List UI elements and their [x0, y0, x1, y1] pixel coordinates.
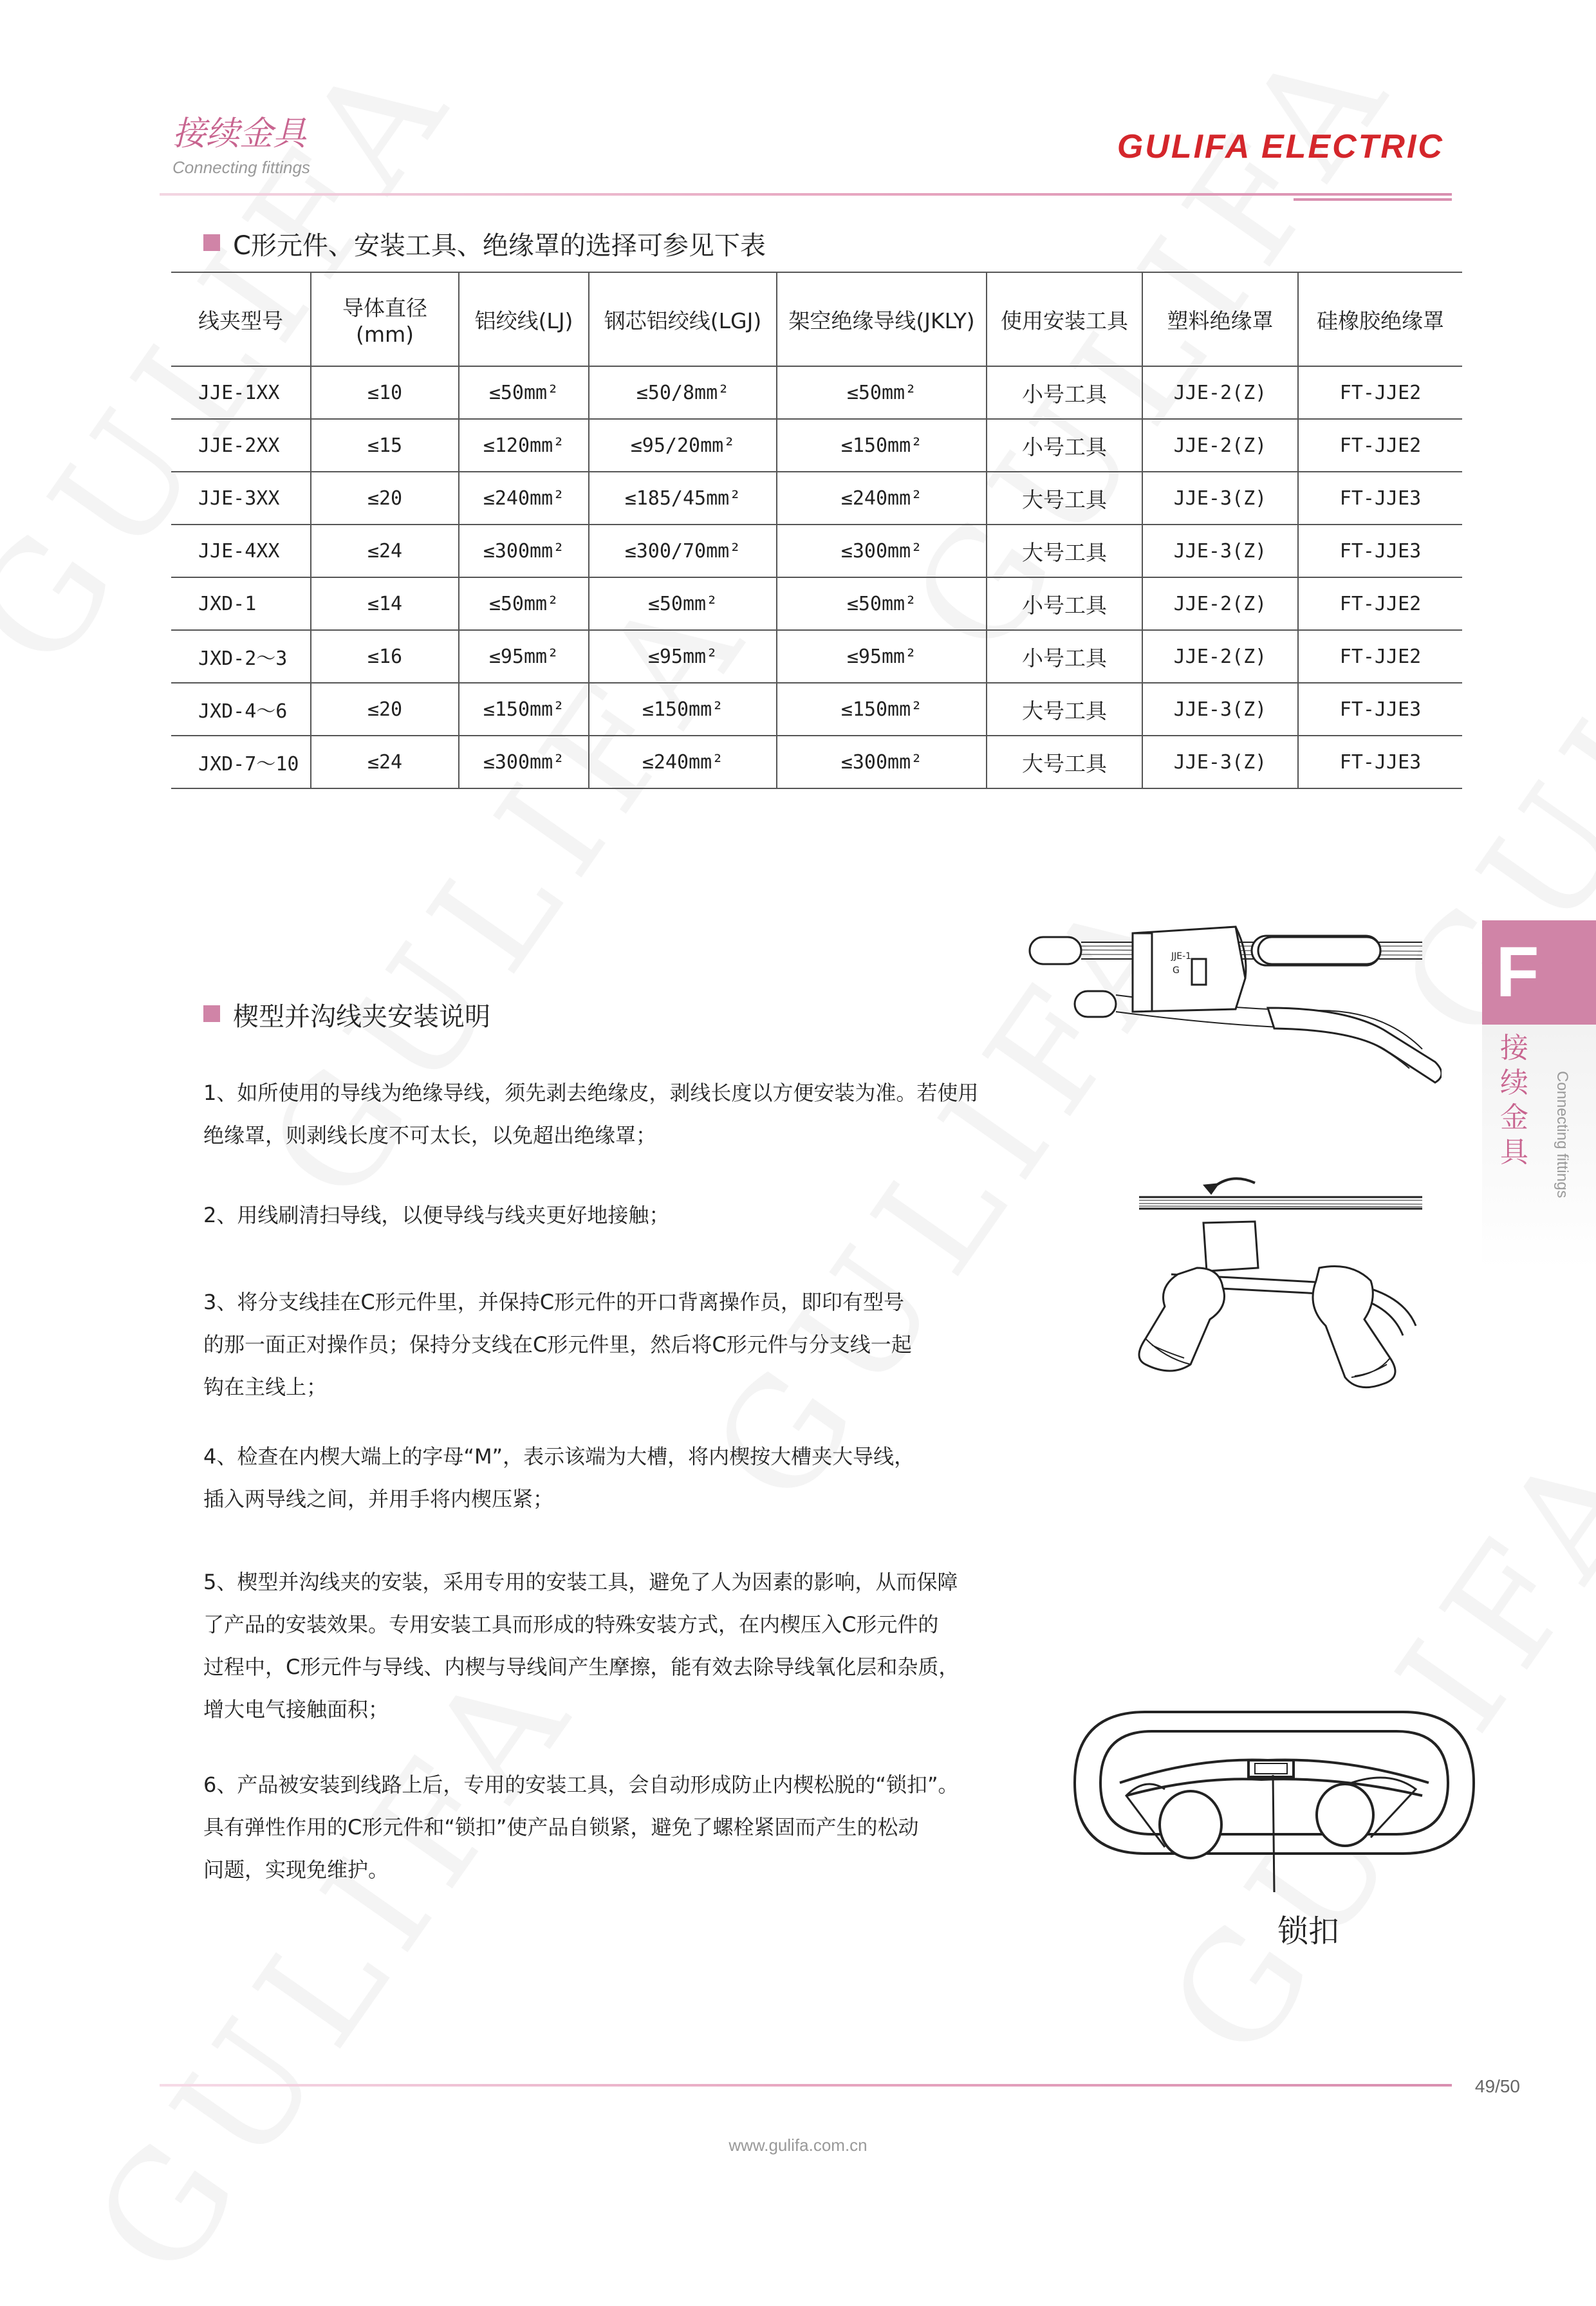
- table-cell: ≤95mm²: [777, 630, 987, 683]
- table-row: [171, 419, 1462, 472]
- section-bullet: [203, 1005, 220, 1022]
- table-header-row: [171, 272, 1462, 366]
- installation-step: [203, 1072, 995, 1157]
- table-cell: ≤95/20mm²: [589, 419, 777, 472]
- step-line: 具有弹性作用的C形元件和“锁扣”使产品自锁紧，避免了螺栓紧固而产生的松动: [203, 1815, 919, 1839]
- table-cell: 小号工具: [987, 577, 1142, 630]
- table-cell: ≤150mm²: [589, 683, 777, 736]
- table-header-cell: 钢芯铝绞线(LGJ): [589, 272, 777, 366]
- step-line: 增大电气接触面积；: [203, 1697, 389, 1722]
- footer-url: www.gulifa.com.cn: [728, 2135, 868, 2155]
- svg-text:G: G: [1173, 965, 1180, 976]
- table-cell: 小号工具: [987, 366, 1142, 419]
- section-tab-panel: [1482, 1025, 1596, 1269]
- section-title-installation: 楔型并沟线夹安装说明: [233, 1002, 490, 1032]
- table-row: [171, 525, 1462, 577]
- step-line: 了产品的安装效果。专用安装工具而形成的特殊安装方式，在内楔压入C形元件的: [203, 1612, 939, 1637]
- table-row: [171, 736, 1462, 788]
- lock-detail-illustration: [1068, 1699, 1480, 1911]
- table-cell: JJE-2(Z): [1142, 419, 1298, 472]
- table-cell: JXD-4～6: [171, 683, 311, 736]
- table-cell: JXD-1: [171, 577, 311, 630]
- table-cell: ≤240mm²: [459, 472, 589, 525]
- table-cell: JXD-7～10: [171, 736, 311, 788]
- table-cell: ≤20: [311, 683, 459, 736]
- step-line: 5、楔型并沟线夹的安装，采用专用的安装工具，避免了人为因素的影响，从而保障: [203, 1570, 958, 1594]
- step-line: 4、检查在内楔大端上的字母“M”，表示该端为大槽，将内楔按大槽夹大导线，: [203, 1444, 915, 1469]
- table-cell: ≤20: [311, 472, 459, 525]
- table-cell: JJE-2XX: [171, 419, 311, 472]
- table-row: [171, 366, 1462, 419]
- step-line: 6、产品被安装到线路上后，专用的安装工具，会自动形成防止内楔松脱的“锁扣”。: [203, 1772, 959, 1797]
- table-cell: JJE-3(Z): [1142, 472, 1298, 525]
- table-cell: ≤150mm²: [777, 683, 987, 736]
- table-cell: 大号工具: [987, 525, 1142, 577]
- step-line: 的那一面正对操作员；保持分支线在C形元件里，然后将C形元件与分支线一起: [203, 1332, 912, 1357]
- step-line: 插入两导线之间，并用手将内楔压紧；: [203, 1487, 554, 1511]
- table-cell: ≤14: [311, 577, 459, 630]
- table-cell: 小号工具: [987, 630, 1142, 683]
- table-cell: ≤300/70mm²: [589, 525, 777, 577]
- table-cell: ≤50mm²: [459, 366, 589, 419]
- table-cell: ≤185/45mm²: [589, 472, 777, 525]
- table-cell: ≤150mm²: [777, 419, 987, 472]
- table-cell: FT-JJE2: [1298, 577, 1462, 630]
- table-cell: JJE-3(Z): [1142, 736, 1298, 788]
- table-cell: JJE-3XX: [171, 472, 311, 525]
- table-cell: FT-JJE3: [1298, 736, 1462, 788]
- table-row: [171, 683, 1462, 736]
- table-cell: ≤50mm²: [589, 577, 777, 630]
- step-line: 绝缘罩，则剥线长度不可太长，以免超出绝缘罩；: [203, 1123, 657, 1148]
- selection-table: [171, 272, 1462, 789]
- hands-installation-illustration: [1133, 1171, 1429, 1416]
- table-header-cell: 导体直径(mm): [311, 272, 459, 366]
- table-cell: ≤10: [311, 366, 459, 419]
- table-cell: JXD-2～3: [171, 630, 311, 683]
- installation-step: [203, 1561, 995, 1731]
- table-cell: ≤300mm²: [777, 525, 987, 577]
- table-cell: ≤15: [311, 419, 459, 472]
- table-cell: JJE-4XX: [171, 525, 311, 577]
- table-cell: ≤150mm²: [459, 683, 589, 736]
- table-cell: ≤95mm²: [459, 630, 589, 683]
- table-cell: ≤50/8mm²: [589, 366, 777, 419]
- table-cell: 大号工具: [987, 472, 1142, 525]
- table-cell: ≤240mm²: [589, 736, 777, 788]
- clamp-illustration: [1023, 914, 1442, 1088]
- step-line: 钩在主线上；: [203, 1375, 328, 1399]
- table-cell: JJE-1XX: [171, 366, 311, 419]
- table-cell: 大号工具: [987, 683, 1142, 736]
- table-cell: JJE-3(Z): [1142, 683, 1298, 736]
- step-line: 过程中，C形元件与导线、内楔与导线间产生摩擦，能有效去除导线氧化层和杂质，: [203, 1655, 960, 1679]
- table-cell: JJE-2(Z): [1142, 577, 1298, 630]
- header-divider-accent: [1294, 198, 1452, 201]
- page-subtitle: Connecting fittings: [172, 158, 310, 177]
- table-cell: ≤50mm²: [459, 577, 589, 630]
- table-row: [171, 577, 1462, 630]
- table-header-cell: 塑料绝缘罩: [1142, 272, 1298, 366]
- installation-step: [203, 1194, 995, 1236]
- installation-step: [203, 1435, 995, 1520]
- table-row: [171, 630, 1462, 683]
- table-cell: FT-JJE3: [1298, 683, 1462, 736]
- table-cell: ≤24: [311, 736, 459, 788]
- table-cell: FT-JJE3: [1298, 472, 1462, 525]
- footer-divider: [160, 2084, 1452, 2087]
- table-cell: FT-JJE2: [1298, 419, 1462, 472]
- installation-step: [203, 1763, 995, 1891]
- table-cell: 小号工具: [987, 419, 1142, 472]
- step-line: 3、将分支线挂在C形元件里，并保持C形元件的开口背离操作员，即印有型号: [203, 1290, 905, 1314]
- table-cell: ≤300mm²: [459, 736, 589, 788]
- section-tab-title: 接续金具: [1500, 1032, 1528, 1169]
- page-title: 接续金具: [172, 115, 307, 153]
- table-cell: JJE-2(Z): [1142, 366, 1298, 419]
- brand-logo: GULIFA ELECTRIC: [1117, 128, 1444, 165]
- section-bullet: [203, 234, 220, 251]
- table-cell: ≤95mm²: [589, 630, 777, 683]
- table-header-cell: 使用安装工具: [987, 272, 1142, 366]
- installation-step: [203, 1281, 995, 1408]
- table-header-cell: 硅橡胶绝缘罩: [1298, 272, 1462, 366]
- table-cell: ≤300mm²: [777, 736, 987, 788]
- step-line: 1、如所使用的导线为绝缘导线，须先剥去绝缘皮，剥线长度以方便安装为准。若使用: [203, 1081, 979, 1105]
- table-cell: ≤240mm²: [777, 472, 987, 525]
- section-tab-letter: F: [1496, 933, 1539, 1012]
- table-header-cell: 铝绞线(LJ): [459, 272, 589, 366]
- table-cell: FT-JJE3: [1298, 525, 1462, 577]
- section-title-selection: C形元件、安装工具、绝缘罩的选择可参见下表: [233, 231, 766, 261]
- table-cell: ≤50mm²: [777, 577, 987, 630]
- svg-text:JJE-1: JJE-1: [1171, 951, 1192, 962]
- table-cell: FT-JJE2: [1298, 366, 1462, 419]
- table-cell: ≤16: [311, 630, 459, 683]
- table-cell: FT-JJE2: [1298, 630, 1462, 683]
- section-tab: [1482, 920, 1596, 1025]
- table-row: [171, 472, 1462, 525]
- table-cell: JJE-2(Z): [1142, 630, 1298, 683]
- table-header-cell: 架空绝缘导线(JKLY): [777, 272, 987, 366]
- table-cell: JJE-3(Z): [1142, 525, 1298, 577]
- table-cell: ≤300mm²: [459, 525, 589, 577]
- step-line: 问题，实现免维护。: [203, 1857, 389, 1882]
- lock-label: 锁扣: [1277, 1913, 1340, 1949]
- step-line: 2、用线刷清扫导线，以便导线与线夹更好地接触；: [203, 1203, 670, 1227]
- table-cell: ≤24: [311, 525, 459, 577]
- header-divider: [160, 193, 1452, 196]
- table-cell: ≤120mm²: [459, 419, 589, 472]
- table-cell: 大号工具: [987, 736, 1142, 788]
- table-cell: ≤50mm²: [777, 366, 987, 419]
- section-tab-subtitle: Connecting fittings: [1554, 1071, 1571, 1198]
- table-header-cell: 线夹型号: [171, 272, 311, 366]
- page-number: 49/50: [1474, 2076, 1520, 2096]
